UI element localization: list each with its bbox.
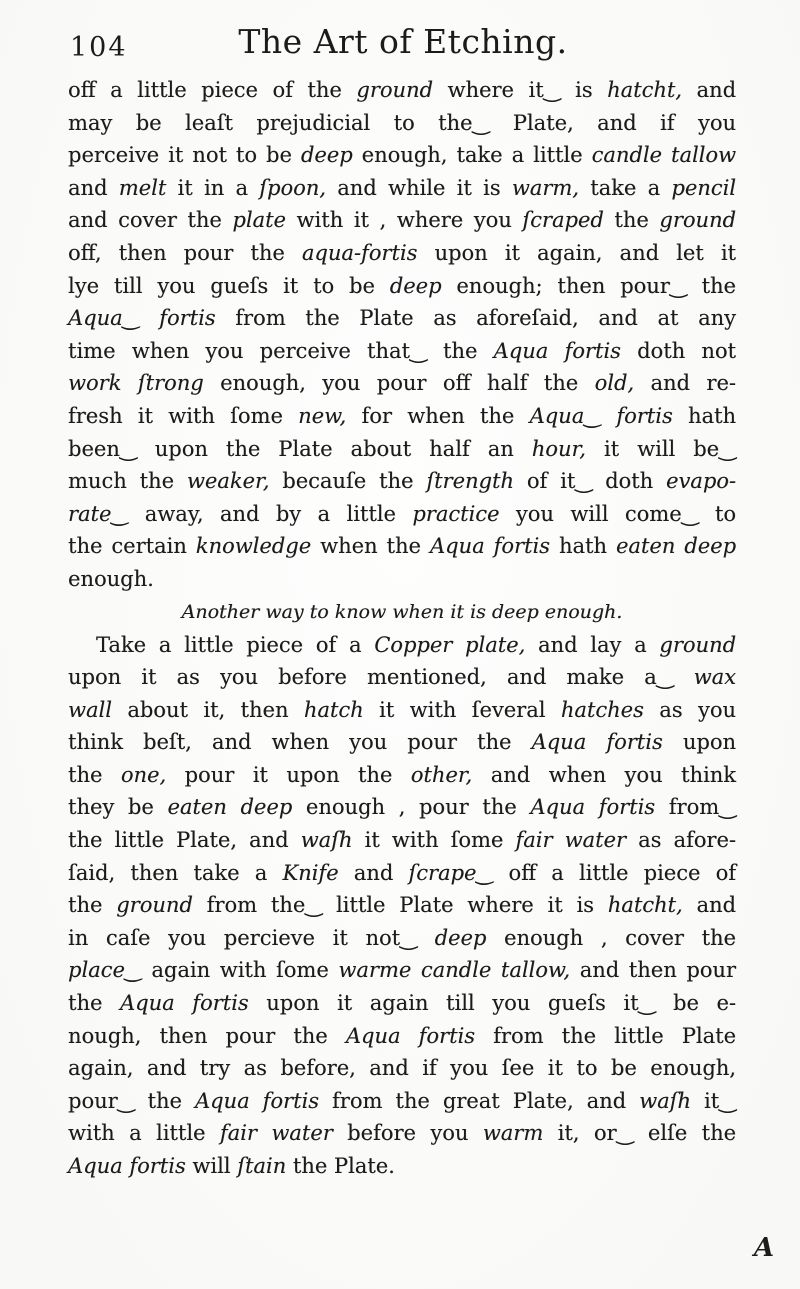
italic-text: eaten deep	[167, 795, 293, 820]
roman-text: enough, take a little	[352, 143, 592, 168]
roman-text: fresh it with ſome	[68, 403, 299, 428]
text-line	[68, 726, 736, 759]
roman-text: think beſt, and when you pour the	[68, 730, 532, 755]
roman-text: Take a little piece of a	[96, 632, 375, 657]
roman-text: and while it is	[325, 175, 512, 200]
italic-text: warme candle tallow,	[338, 958, 571, 983]
italic-text: Aqua fortis	[429, 534, 550, 559]
italic-text: Aqua fortis	[345, 1023, 476, 1048]
roman-text: off a little piece of	[493, 860, 736, 885]
text-line	[68, 400, 736, 433]
text-line	[68, 335, 736, 368]
text-block	[68, 74, 736, 1183]
italic-text: candle tallow	[591, 143, 737, 168]
italic-text: warm,	[511, 175, 579, 200]
roman-text: from‿	[655, 795, 737, 820]
roman-text: with it , where you	[285, 208, 523, 233]
text-line	[68, 791, 736, 824]
roman-text: enough , cover the	[486, 925, 736, 950]
paragraph	[68, 629, 736, 1183]
italic-text: plate	[232, 208, 286, 233]
italic-text: hatches	[560, 697, 644, 722]
text-line	[68, 857, 736, 890]
italic-text: ſcrape‿	[408, 860, 494, 885]
italic-text: pencil	[671, 175, 736, 200]
roman-text: the	[68, 893, 117, 918]
roman-text: nough, then pour the	[68, 1023, 346, 1048]
italic-text: fair water	[219, 1121, 333, 1146]
text-line	[68, 302, 736, 335]
roman-text: where it‿ is	[433, 78, 608, 102]
text-line	[68, 629, 736, 662]
italic-text: ground	[659, 632, 737, 657]
roman-text: upon	[662, 730, 737, 755]
roman-text: and re-	[634, 371, 736, 396]
text-line	[68, 465, 736, 498]
page-number: 104	[70, 32, 128, 63]
italic-text: evapo-	[666, 469, 737, 494]
text-line	[68, 759, 736, 792]
italic-text: other,	[410, 762, 473, 787]
italic-text: ſcraped	[522, 208, 604, 233]
italic-text: waſh	[300, 828, 353, 853]
roman-text: before you	[332, 1121, 483, 1146]
text-line	[68, 954, 736, 987]
roman-text: as you	[643, 697, 736, 722]
roman-text: been‿ upon the Plate about half an	[68, 436, 532, 461]
roman-text: it will be‿	[585, 436, 736, 461]
roman-text: it with ſeveral	[363, 697, 561, 722]
italic-text: deep	[389, 273, 442, 298]
text-line	[68, 204, 736, 237]
roman-text: for when the	[346, 403, 530, 428]
roman-text: from the‿ little Plate where it is	[192, 893, 608, 918]
italic-text: melt	[118, 175, 167, 200]
text-line	[68, 694, 736, 727]
italic-text: rate‿	[68, 501, 129, 526]
roman-text: upon it again till you gueſs it‿ be e-	[248, 991, 736, 1016]
text-line	[68, 563, 736, 596]
roman-text: it in a	[166, 175, 260, 200]
roman-text: from the Plate as aforeſaid, and at any	[215, 306, 737, 331]
roman-text: hath	[672, 403, 736, 428]
roman-text: enough, you pour off half the	[203, 371, 595, 396]
roman-text: again with ſome	[141, 958, 339, 983]
text-line	[68, 1052, 736, 1085]
roman-text: and lay a	[525, 632, 660, 657]
roman-text: off, then pour the	[68, 240, 302, 265]
roman-text: the	[68, 762, 121, 787]
italic-text: Knife	[282, 860, 339, 885]
roman-text: enough; then pour‿ the	[441, 273, 736, 298]
text-line	[68, 237, 736, 270]
roman-text: and	[338, 860, 409, 885]
roman-text: and when you think	[472, 762, 736, 787]
italic-text: ſpoon,	[259, 175, 326, 200]
italic-text: ſtrength	[426, 469, 514, 494]
text-line	[68, 889, 736, 922]
italic-text: wall	[68, 697, 112, 722]
italic-text: Aqua fortis	[530, 795, 656, 820]
italic-text: ground	[356, 78, 433, 102]
italic-text: ſtain	[237, 1154, 287, 1178]
italic-text: hour,	[531, 436, 586, 461]
roman-text: and cover the	[68, 208, 233, 233]
text-line	[68, 1150, 736, 1183]
roman-text: pour‿ the	[68, 1088, 195, 1113]
text-line	[68, 1085, 736, 1118]
italic-text: work ſtrong	[68, 371, 204, 396]
roman-text: and	[681, 78, 737, 102]
roman-text: and	[682, 893, 736, 918]
roman-text: may be leaſt prejudicial to the‿ Plate, and if you	[68, 110, 736, 135]
italic-text: practice	[412, 501, 500, 526]
roman-text: it with ſome	[352, 828, 516, 853]
italic-text: wax	[693, 665, 736, 690]
roman-text: take a	[578, 175, 672, 200]
roman-text: off a little piece of the	[68, 78, 357, 102]
running-title: The Art of Etching.	[238, 22, 568, 61]
roman-text: doth not	[620, 338, 736, 363]
roman-text: will	[185, 1154, 238, 1178]
roman-text: the	[603, 208, 660, 233]
roman-text: the Plate.	[286, 1154, 395, 1178]
text-line	[68, 172, 736, 205]
roman-text: you will come‿ to	[499, 501, 736, 526]
italic-text: Copper plate,	[374, 632, 526, 657]
italic-text: waſh	[639, 1088, 691, 1113]
roman-text: the	[68, 991, 120, 1016]
roman-text: and	[68, 175, 119, 200]
italic-text: weaker,	[186, 469, 270, 494]
text-line	[68, 74, 736, 107]
roman-text: from the little Plate	[475, 1023, 736, 1048]
roman-text: ſaid, then take a	[68, 860, 283, 885]
italic-text: Aqua‿ fortis	[68, 306, 216, 331]
paragraph	[68, 74, 736, 596]
roman-text: as afore-	[626, 828, 736, 853]
italic-text: fair water	[515, 828, 626, 853]
roman-text: time when you perceive that‿ the	[68, 338, 494, 363]
italic-text: deep	[300, 143, 353, 168]
text-line	[68, 139, 736, 172]
roman-text: about it, then	[111, 697, 304, 722]
roman-text: much the	[68, 469, 187, 494]
page-header	[68, 22, 738, 68]
italic-text: hatcht,	[607, 78, 682, 102]
text-line	[68, 433, 736, 466]
italic-text: deep	[434, 925, 487, 950]
roman-text: in caſe you percieve it not‿	[68, 925, 435, 950]
text-line	[68, 661, 736, 694]
italic-text: Aqua‿ fortis	[529, 403, 673, 428]
text-line	[68, 1117, 736, 1150]
text-line	[68, 530, 736, 563]
italic-text: Another way to know when it is deep enough.	[181, 600, 623, 623]
italic-text: warm	[482, 1121, 544, 1146]
section-heading	[68, 596, 736, 629]
italic-text: Aqua fortis	[531, 730, 663, 755]
roman-text: of it‿ doth	[513, 469, 667, 494]
roman-text: the certain	[68, 534, 196, 559]
text-line	[68, 824, 736, 857]
text-line	[68, 498, 736, 531]
text-line	[68, 1020, 736, 1053]
roman-text: becauſe the	[269, 469, 427, 494]
roman-text: pour it upon the	[166, 762, 411, 787]
roman-text: lye till you gueſs it to be	[68, 273, 390, 298]
roman-text: upon it as you before mentioned, and make a‿	[68, 665, 694, 690]
roman-text: hath	[549, 534, 616, 559]
roman-text: enough.	[68, 566, 154, 591]
italic-text: Aqua fortis	[194, 1088, 320, 1113]
roman-text: upon it again, and let it	[417, 240, 736, 265]
roman-text: it‿	[690, 1088, 736, 1113]
roman-text: away, and by a little	[128, 501, 413, 526]
roman-text: enough , pour the	[292, 795, 531, 820]
roman-text: the little Plate, and	[68, 828, 301, 853]
text-line	[68, 107, 736, 140]
italic-text: Aqua fortis	[493, 338, 621, 363]
text-line	[68, 987, 736, 1020]
roman-text: from the great Plate, and	[319, 1088, 640, 1113]
signature-mark: A	[753, 1233, 774, 1263]
italic-text: Aqua fortis	[68, 1154, 186, 1178]
roman-text: it, or‿ elſe the	[543, 1121, 737, 1146]
roman-text: with a little	[68, 1121, 220, 1146]
roman-text: and then pour	[570, 958, 736, 983]
roman-text: they be	[68, 795, 168, 820]
italic-text: ground	[116, 893, 193, 918]
roman-text: perceive it not to be	[68, 143, 301, 168]
roman-text: again, and try as before, and if you ſee it to be enough,	[68, 1056, 736, 1081]
italic-text: old,	[594, 371, 635, 396]
text-line	[68, 922, 736, 955]
italic-text: hatcht,	[607, 893, 683, 918]
italic-text: hatch	[303, 697, 364, 722]
roman-text: when the	[311, 534, 430, 559]
italic-text: aqua-fortis	[301, 240, 418, 265]
italic-text: new,	[298, 403, 347, 428]
italic-text: place‿	[68, 958, 142, 983]
text-line	[68, 367, 736, 400]
italic-text: ground	[659, 208, 736, 233]
italic-text: knowledge	[195, 534, 312, 559]
text-line	[68, 270, 736, 303]
italic-text: eaten deep	[615, 534, 737, 559]
italic-text: one,	[120, 762, 167, 787]
italic-text: Aqua fortis	[120, 991, 249, 1016]
